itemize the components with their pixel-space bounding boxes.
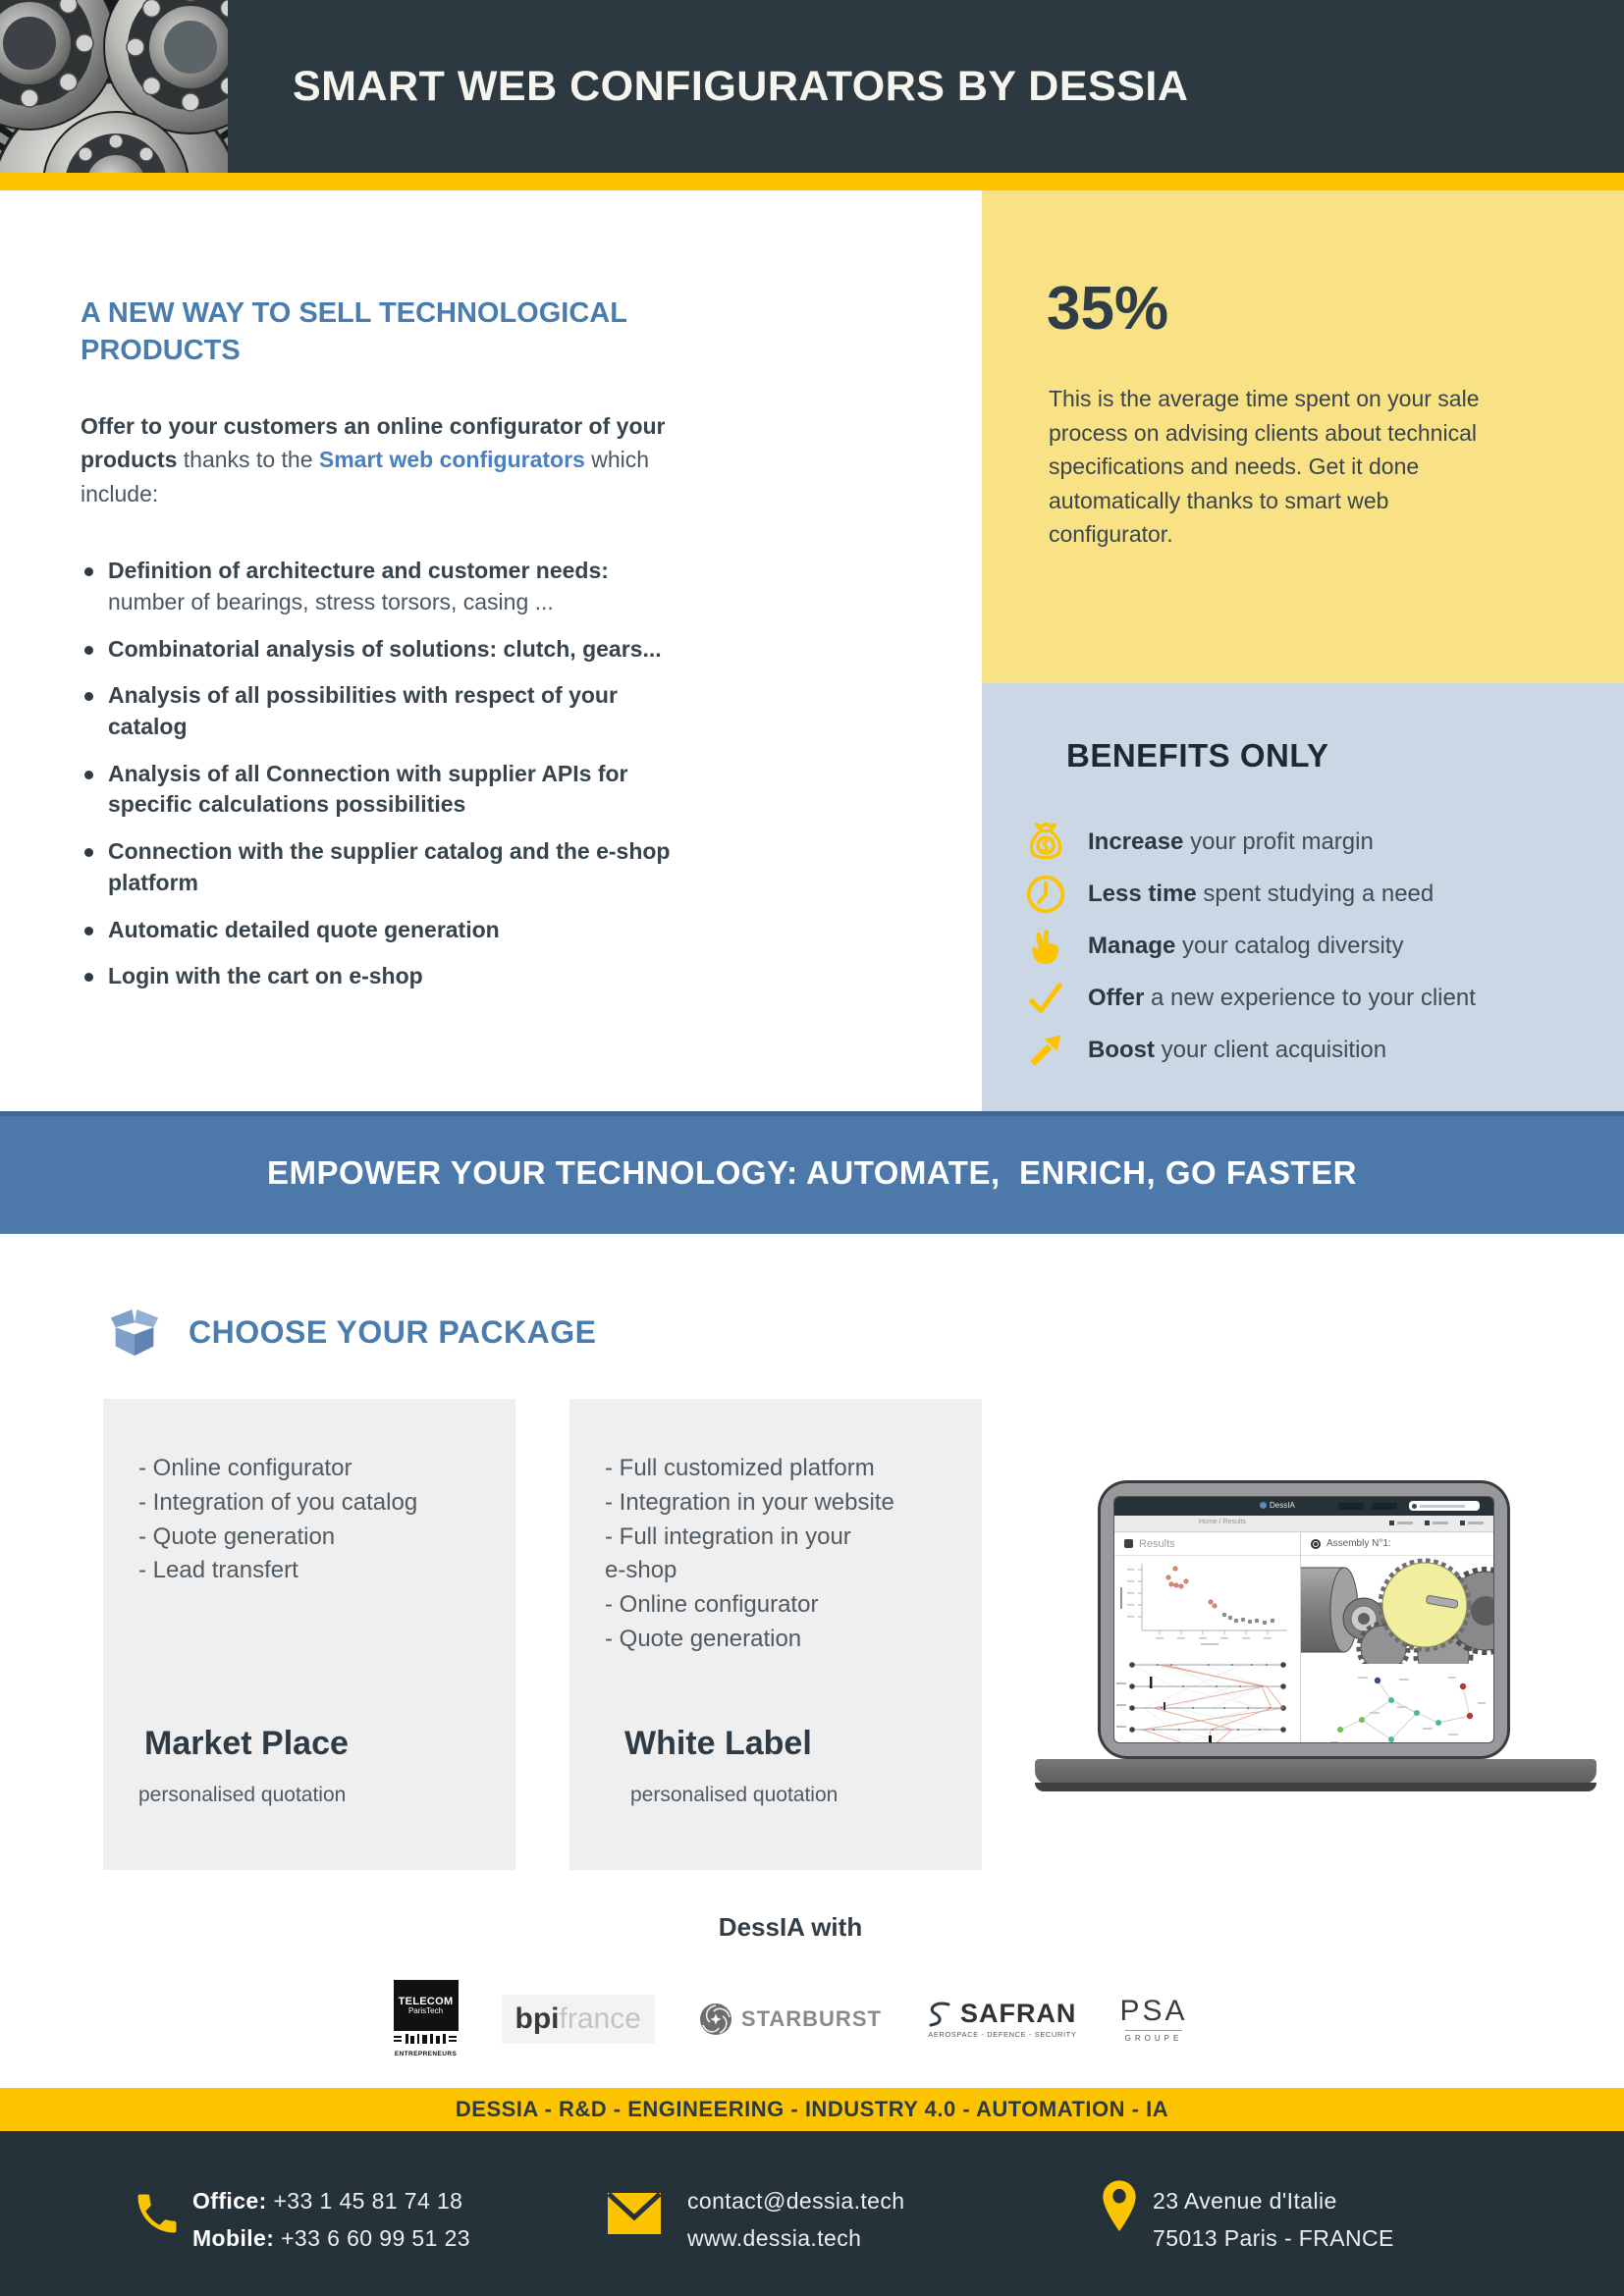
stat-panel [982, 190, 1624, 683]
footer-phone-block: Office: +33 1 45 81 74 18 Mobile: +33 6 60 99 51 23 [192, 2188, 470, 2251]
smart-web-configurators-link[interactable]: Smart web configurators [318, 447, 585, 473]
nav-button [1338, 1503, 1364, 1510]
package-title: White Label [624, 1725, 812, 1762]
tagline-text: DESSIA - R&D - ENGINEERING - INDUSTRY 4.0 - AUTOMATION - IA [455, 2097, 1169, 2121]
yellow-divider-top [0, 173, 1624, 190]
parallel-coordinates-plot [1114, 1653, 1300, 1743]
package-features: - Full customized platform - Integration in your website - Full integration in your e-shop - Online configurator - Quote generation [605, 1455, 894, 1652]
envelope-icon [607, 2192, 662, 2235]
location-pin-icon [1100, 2178, 1139, 2235]
app-logo-icon [1260, 1502, 1267, 1509]
bullet-item: Analysis of all Connection with supplier APIs for specific calculations possibilities [81, 759, 689, 821]
intro-end: which include: [81, 447, 650, 507]
bullet-item: Combinatorial analysis of solutions: clutch, gears... [81, 634, 689, 666]
package-box-icon [106, 1304, 163, 1361]
stat-value: 35% [1047, 275, 1169, 343]
results-label: Results [1139, 1537, 1175, 1550]
psa-groupe-logo: PSA GROUPE [1119, 1995, 1188, 2043]
benefits-heading: BENEFITS ONLY [1066, 737, 1329, 774]
assembly-3d-view [1301, 1556, 1494, 1664]
footer-address-block: 23 Avenue d'Italie 75013 Paris - FRANCE [1153, 2188, 1394, 2251]
package-features: - Online configurator - Integration of you catalog - Quote generation - Lead transfert [138, 1455, 418, 1584]
app-search-box [1409, 1501, 1480, 1511]
bullet-item: Automatic detailed quote generation [81, 915, 689, 946]
telecom-pattern [394, 2034, 459, 2044]
intro-bold: Offer to your customers an online configurator of your products [81, 412, 666, 473]
package-subtitle: personalised quotation [630, 1784, 839, 1806]
tagline-stripe [0, 2088, 1624, 2131]
benefits-list [1023, 816, 1602, 1076]
footer-contact-block [687, 2182, 904, 2257]
network-graph [1301, 1669, 1494, 1743]
page-title: SMART WEB CONFIGURATORS BY DESSIA [293, 62, 1189, 110]
assembly-label: Assembly N°1: [1326, 1538, 1391, 1549]
scatter-plot [1114, 1556, 1300, 1648]
safran-logo: SAFRAN AEROSPACE - DEFENCE - SECURITY [925, 1999, 1077, 2039]
intro-section [81, 294, 689, 1008]
benefit-item: Increase your profit margin [1023, 816, 1602, 868]
banner-text: EMPOWER YOUR TECHNOLOGY: AUTOMATE, ENRICH, GO FASTER [266, 1153, 1358, 1191]
email-link[interactable]: contact@dessia.tech [687, 2188, 905, 2214]
filter-chip [1460, 1521, 1484, 1525]
package-subtitle: personalised quotation [138, 1784, 347, 1806]
telecom-paristech-logo: TELECOM ParisTech ENTREPRENEURS [394, 1980, 459, 2057]
packages-header [106, 1304, 596, 1361]
header [0, 0, 1624, 173]
arrow-up-right-icon [1023, 1028, 1068, 1073]
app-top-bar [1114, 1497, 1493, 1516]
app-brand: DessIA [1270, 1501, 1295, 1510]
package-card-white-label[interactable] [569, 1399, 982, 1870]
benefit-item: Less time spent studying a need [1023, 868, 1602, 920]
pointing-hand-icon [1023, 924, 1068, 969]
partners-heading: DessIA with [718, 1912, 863, 1942]
check-icon [1023, 976, 1068, 1021]
bullet-item: Login with the cart on e-shop [81, 961, 689, 992]
benefit-item: Offer a new experience to your client [1023, 972, 1602, 1024]
clock-icon [1023, 872, 1068, 917]
package-title: Market Place [144, 1725, 349, 1762]
laptop-mockup [1031, 1472, 1600, 1806]
website-link[interactable]: www.dessia.tech [687, 2225, 862, 2251]
benefits-panel [982, 683, 1624, 1111]
laptop-screen [1113, 1496, 1494, 1743]
starburst-logo: STARBURST [698, 2002, 882, 2037]
nav-button [1372, 1503, 1397, 1510]
intro-heading: A NEW WAY TO SELL TECHNOLOGICAL PRODUCTS [81, 297, 627, 367]
gears-photo [0, 0, 228, 173]
breadcrumb: Home / Results [1199, 1519, 1246, 1525]
bpifrance-logo: bpifrance [502, 1995, 655, 2044]
package-card-market-place[interactable] [103, 1399, 515, 1870]
starburst-spiral-icon [698, 2002, 733, 2037]
packages-heading: CHOOSE YOUR PACKAGE [189, 1313, 597, 1350]
bullet-item: Analysis of all possibilities with respect of your catalog [81, 680, 689, 742]
bullet-item: Connection with the supplier catalog and the e-shop platform [81, 836, 689, 898]
banner [0, 1111, 1624, 1234]
filter-chip [1389, 1521, 1413, 1525]
phone-icon [132, 2188, 183, 2239]
stat-description: This is the average time spent on your sale process on advising clients about technical specifications and needs. Get it done automatically thanks to smart web configurator. [1049, 386, 1480, 547]
laptop-base [1035, 1759, 1597, 1785]
results-icon [1124, 1539, 1133, 1548]
benefit-item: Boost your client acquisition [1023, 1024, 1602, 1076]
footer [0, 2131, 1624, 2296]
laptop-screen-bezel [1098, 1480, 1510, 1759]
bullet-item: Definition of architecture and customer needs: number of bearings, stress torsors, casing ... [81, 556, 689, 617]
results-panel [1114, 1532, 1301, 1743]
money-bag-icon [1023, 820, 1068, 865]
assembly-gear-icon [1311, 1539, 1321, 1549]
laptop-base-edge [1035, 1783, 1597, 1791]
partners-section [373, 1912, 1208, 2057]
partner-logo-row [373, 1980, 1208, 2057]
intro-mid: thanks to the [177, 447, 319, 473]
app-sub-bar [1114, 1516, 1493, 1532]
feature-bullet-list [81, 556, 689, 992]
search-dot-icon [1412, 1504, 1417, 1509]
safran-s-icon [925, 2000, 954, 2029]
filter-chip [1425, 1521, 1448, 1525]
intro-paragraph [81, 409, 670, 511]
benefit-item: Manage your catalog diversity [1023, 920, 1602, 972]
assembly-panel [1301, 1532, 1494, 1743]
